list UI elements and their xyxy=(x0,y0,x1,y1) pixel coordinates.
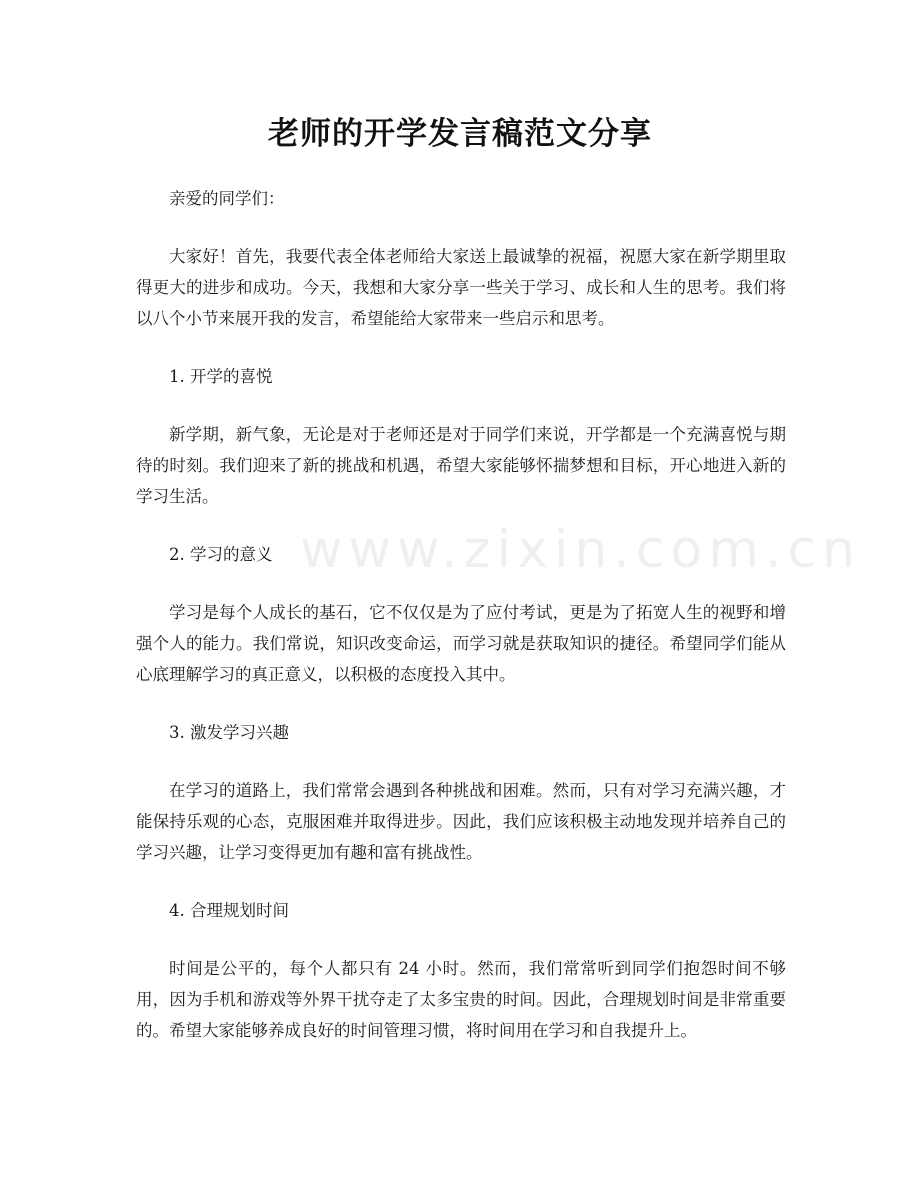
greeting: 亲爱的同学们： xyxy=(169,189,285,208)
intro-paragraph: 大家好！首先，我要代表全体老师给大家送上最诚挚的祝福，祝愿大家在新学期里取得更大的进步和成功。今天，我想和大家分享一些关于学习、成长和人生的思考。我们将以八个小节来展开我的发言，希望能给大家带来一些启示和思考。 xyxy=(136,247,786,328)
section-heading: 2. 学习的意义 xyxy=(169,545,273,564)
document-title: 老师的开学发言稿范文分享 xyxy=(268,116,652,152)
body-paragraph: 新学期，新气象，无论是对于老师还是对于同学们来说，开学都是一个充满喜悦与期待的时刻。我们迎来了新的挑战和机遇，希望大家能够怀揣梦想和目标，开心地进入新的学习生活。 xyxy=(136,425,786,506)
document-body xyxy=(136,183,786,1073)
body-paragraph: 学习是每个人成长的基石，它不仅仅是为了应付考试，更是为了拓宽人生的视野和增强个人的能力。我们常说，知识改变命运，而学习就是获取知识的捷径。希望同学们能从心底理解学习的真正意义，以积极的态度投入其中。 xyxy=(136,603,786,684)
section-heading: 3. 激发学习兴趣 xyxy=(169,723,289,742)
section-heading: 1. 开学的喜悦 xyxy=(169,367,273,386)
section-heading: 4. 合理规划时间 xyxy=(169,901,289,920)
watermark: www.zixin.com.cn xyxy=(300,520,861,580)
body-paragraph: 时间是公平的，每个人都只有 24 小时。然而，我们常常听到同学们抱怨时间不够用，因为手机和游戏等外界干扰夺走了太多宝贵的时间。因此，合理规划时间是非常重要的。希望大家能够养成良好的时间管理习惯，将时间用在学习和自我提升上。 xyxy=(136,959,786,1040)
body-paragraph: 在学习的道路上，我们常常会遇到各种挑战和困难。然而，只有对学习充满兴趣，才能保持乐观的心态，克服困难并取得进步。因此，我们应该积极主动地发现并培养自己的学习兴趣，让学习变得更加有趣和富有挑战性。 xyxy=(136,781,786,862)
